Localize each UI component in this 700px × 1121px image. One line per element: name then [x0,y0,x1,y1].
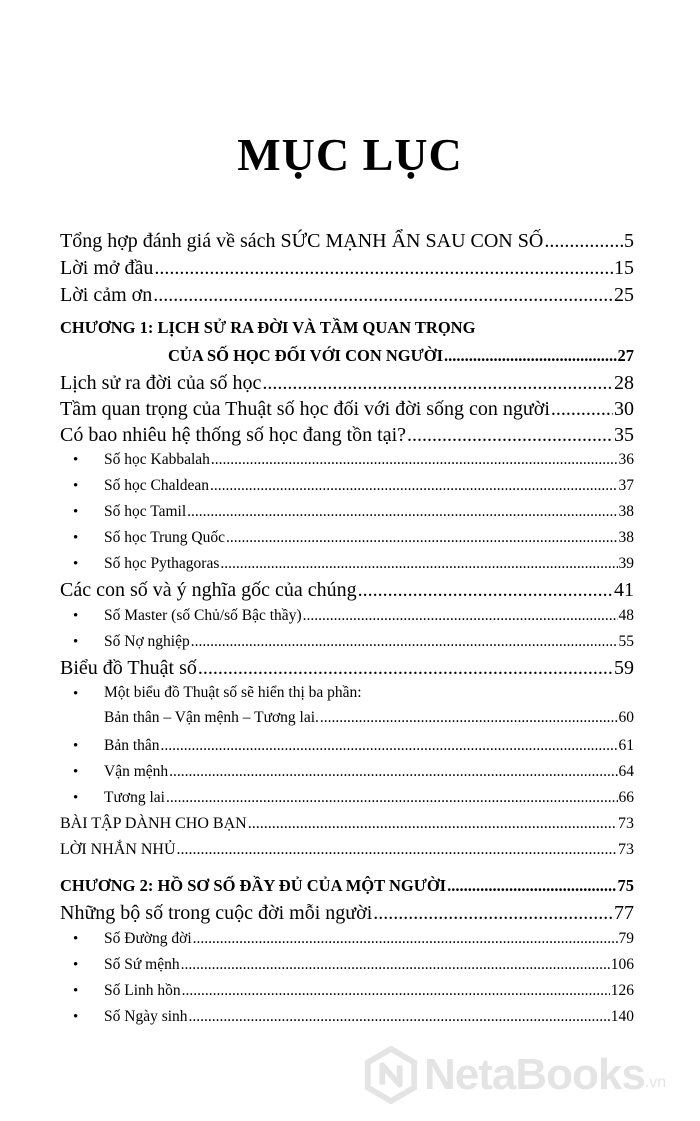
page-title: MỤC LỤC [237,129,463,180]
bullet-icon: • [73,504,79,520]
entry-title: CỦA SỐ HỌC ĐỐI VỚI CON NGƯỜI [168,346,444,365]
toc-subentry[interactable] [104,529,634,555]
netabooks-logo-icon [362,1046,420,1104]
page-number: 41 [614,579,634,601]
toc-entry[interactable] [60,579,634,605]
entry-title: Lời cảm ơn [60,284,153,306]
page-number: 15 [614,257,634,279]
toc-subentry[interactable] [104,789,634,815]
subentry-line1: Một biểu đồ Thuật số sẽ hiển thị ba phần: [104,684,362,701]
entry-title: Số học Chaldean [104,477,210,494]
bullet-icon: • [73,452,79,468]
entry-title: Lịch sử ra đời của số học [60,372,262,394]
page-number: 75 [617,876,634,895]
toc-subentry[interactable] [104,607,634,633]
bullet-icon: • [73,764,79,780]
page-number: 140 [610,1008,634,1025]
bullet-icon: • [73,478,79,494]
watermark-tld: .vn [644,1074,667,1091]
entry-title: Số học Kabbalah [104,451,210,468]
toc-subentry[interactable] [104,930,634,956]
toc-entry[interactable] [60,902,634,928]
bullet-icon: • [73,983,79,999]
entry-title: Có bao nhiêu hệ thống số học đang tồn tại? [60,424,407,446]
toc-subentry[interactable] [104,763,634,789]
page-number: 126 [610,982,634,999]
toc-subentry[interactable] [104,1008,634,1034]
toc-entry[interactable] [60,657,634,683]
entry-title: Số Ngày sinh [104,1008,188,1025]
entry-title: Lời mở đầu [60,257,154,279]
entry-title: BÀI TẬP DÀNH CHO BẠN [60,815,247,832]
chapter-heading[interactable] [60,876,634,902]
bullet-icon: • [73,790,79,806]
page-number: 61 [618,737,634,754]
entry-title: LỜI NHẮN NHỦ [60,841,176,858]
chapter-heading-line1: CHƯƠNG 1: LỊCH SỬ RA ĐỜI VÀ TẦM QUAN TRỌNG [60,318,476,337]
entry-title: Số học Tamil [104,503,187,520]
page-number: 28 [614,372,634,394]
entry-title: Bản thân [104,737,160,754]
entry-title: Tương lai [104,789,165,806]
toc-entry[interactable] [60,284,634,310]
page-number: 5 [624,230,634,252]
page-number: 39 [618,555,634,572]
toc-subentry[interactable] [104,709,634,735]
page-number: 64 [618,763,634,780]
entry-title: Tổng hợp đánh giá về sách SỨC MẠNH ẨN SAU CON SỐ [60,230,544,252]
entry-title: Số Nợ nghiệp [104,633,190,650]
page-number: 60 [618,709,634,726]
page-number: 79 [618,930,634,947]
toc-entry[interactable] [60,841,634,867]
page-number: 38 [618,503,634,520]
watermark-brand: NetaBooks [424,1050,645,1099]
toc-entry[interactable] [60,398,634,424]
page-number: 106 [610,956,634,973]
bullet-icon: • [73,931,79,947]
entry-title: Số học Trung Quốc [104,529,226,546]
bullet-icon: • [73,686,79,702]
page-number: 35 [614,424,634,446]
entry-title: Số Sứ mệnh [104,956,180,973]
toc-entry[interactable] [60,815,634,841]
entry-title: Số Đường đời [104,930,192,947]
entry-title: Số Master (số Chủ/số Bậc thầy) [104,607,302,624]
bullet-icon: • [73,634,79,650]
toc-entry[interactable] [60,230,634,256]
bullet-icon: • [73,556,79,572]
page-number: 66 [618,789,634,806]
page-number: 36 [618,451,634,468]
bullet-icon: • [73,957,79,973]
toc-subentry[interactable] [104,451,634,477]
entry-title: Biểu đồ Thuật số [60,657,197,679]
bullet-icon: • [73,1009,79,1025]
page-number: 59 [614,657,634,679]
page-number: 37 [618,477,634,494]
bullet-icon: • [73,738,79,754]
page-number: 55 [618,633,634,650]
entry-title: Các con số và ý nghĩa gốc của chúng [60,579,357,601]
toc-entry[interactable] [60,257,634,283]
toc-subentry[interactable] [104,555,634,581]
toc-subentry[interactable] [104,503,634,529]
page-number: 73 [618,841,634,858]
toc-subentry[interactable] [104,477,634,503]
entry-title: Vận mệnh [104,763,169,780]
entry-title: Bản thân – Vận mệnh – Tương lai. [104,709,319,726]
entry-title: Những bộ số trong cuộc đời mỗi người [60,902,373,924]
page-number: 38 [618,529,634,546]
toc-subentry[interactable] [104,737,634,763]
page-number: 27 [617,346,634,365]
page-number: 73 [618,815,634,832]
entry-title: Số Linh hồn [104,982,181,999]
page-number: 48 [618,607,634,624]
watermark-logo [362,1044,692,1106]
entry-title: CHƯƠNG 2: HỒ SƠ SỐ ĐẦY ĐỦ CỦA MỘT NGƯỜI [60,876,447,895]
toc-entry[interactable] [60,372,634,398]
bullet-icon: • [73,530,79,546]
toc-subentry[interactable] [104,982,634,1008]
toc-subentry[interactable] [104,956,634,982]
toc-subentry[interactable] [104,633,634,659]
chapter-heading[interactable] [168,346,634,372]
toc-entry[interactable] [60,424,634,450]
page-number: 77 [614,902,634,924]
entry-title: Tầm quan trọng của Thuật số học đối với đời sống con người [60,398,550,420]
bullet-icon: • [73,608,79,624]
page-number: 25 [614,284,634,306]
entry-title: Số học Pythagoras [104,555,220,572]
page-number: 30 [614,398,634,420]
